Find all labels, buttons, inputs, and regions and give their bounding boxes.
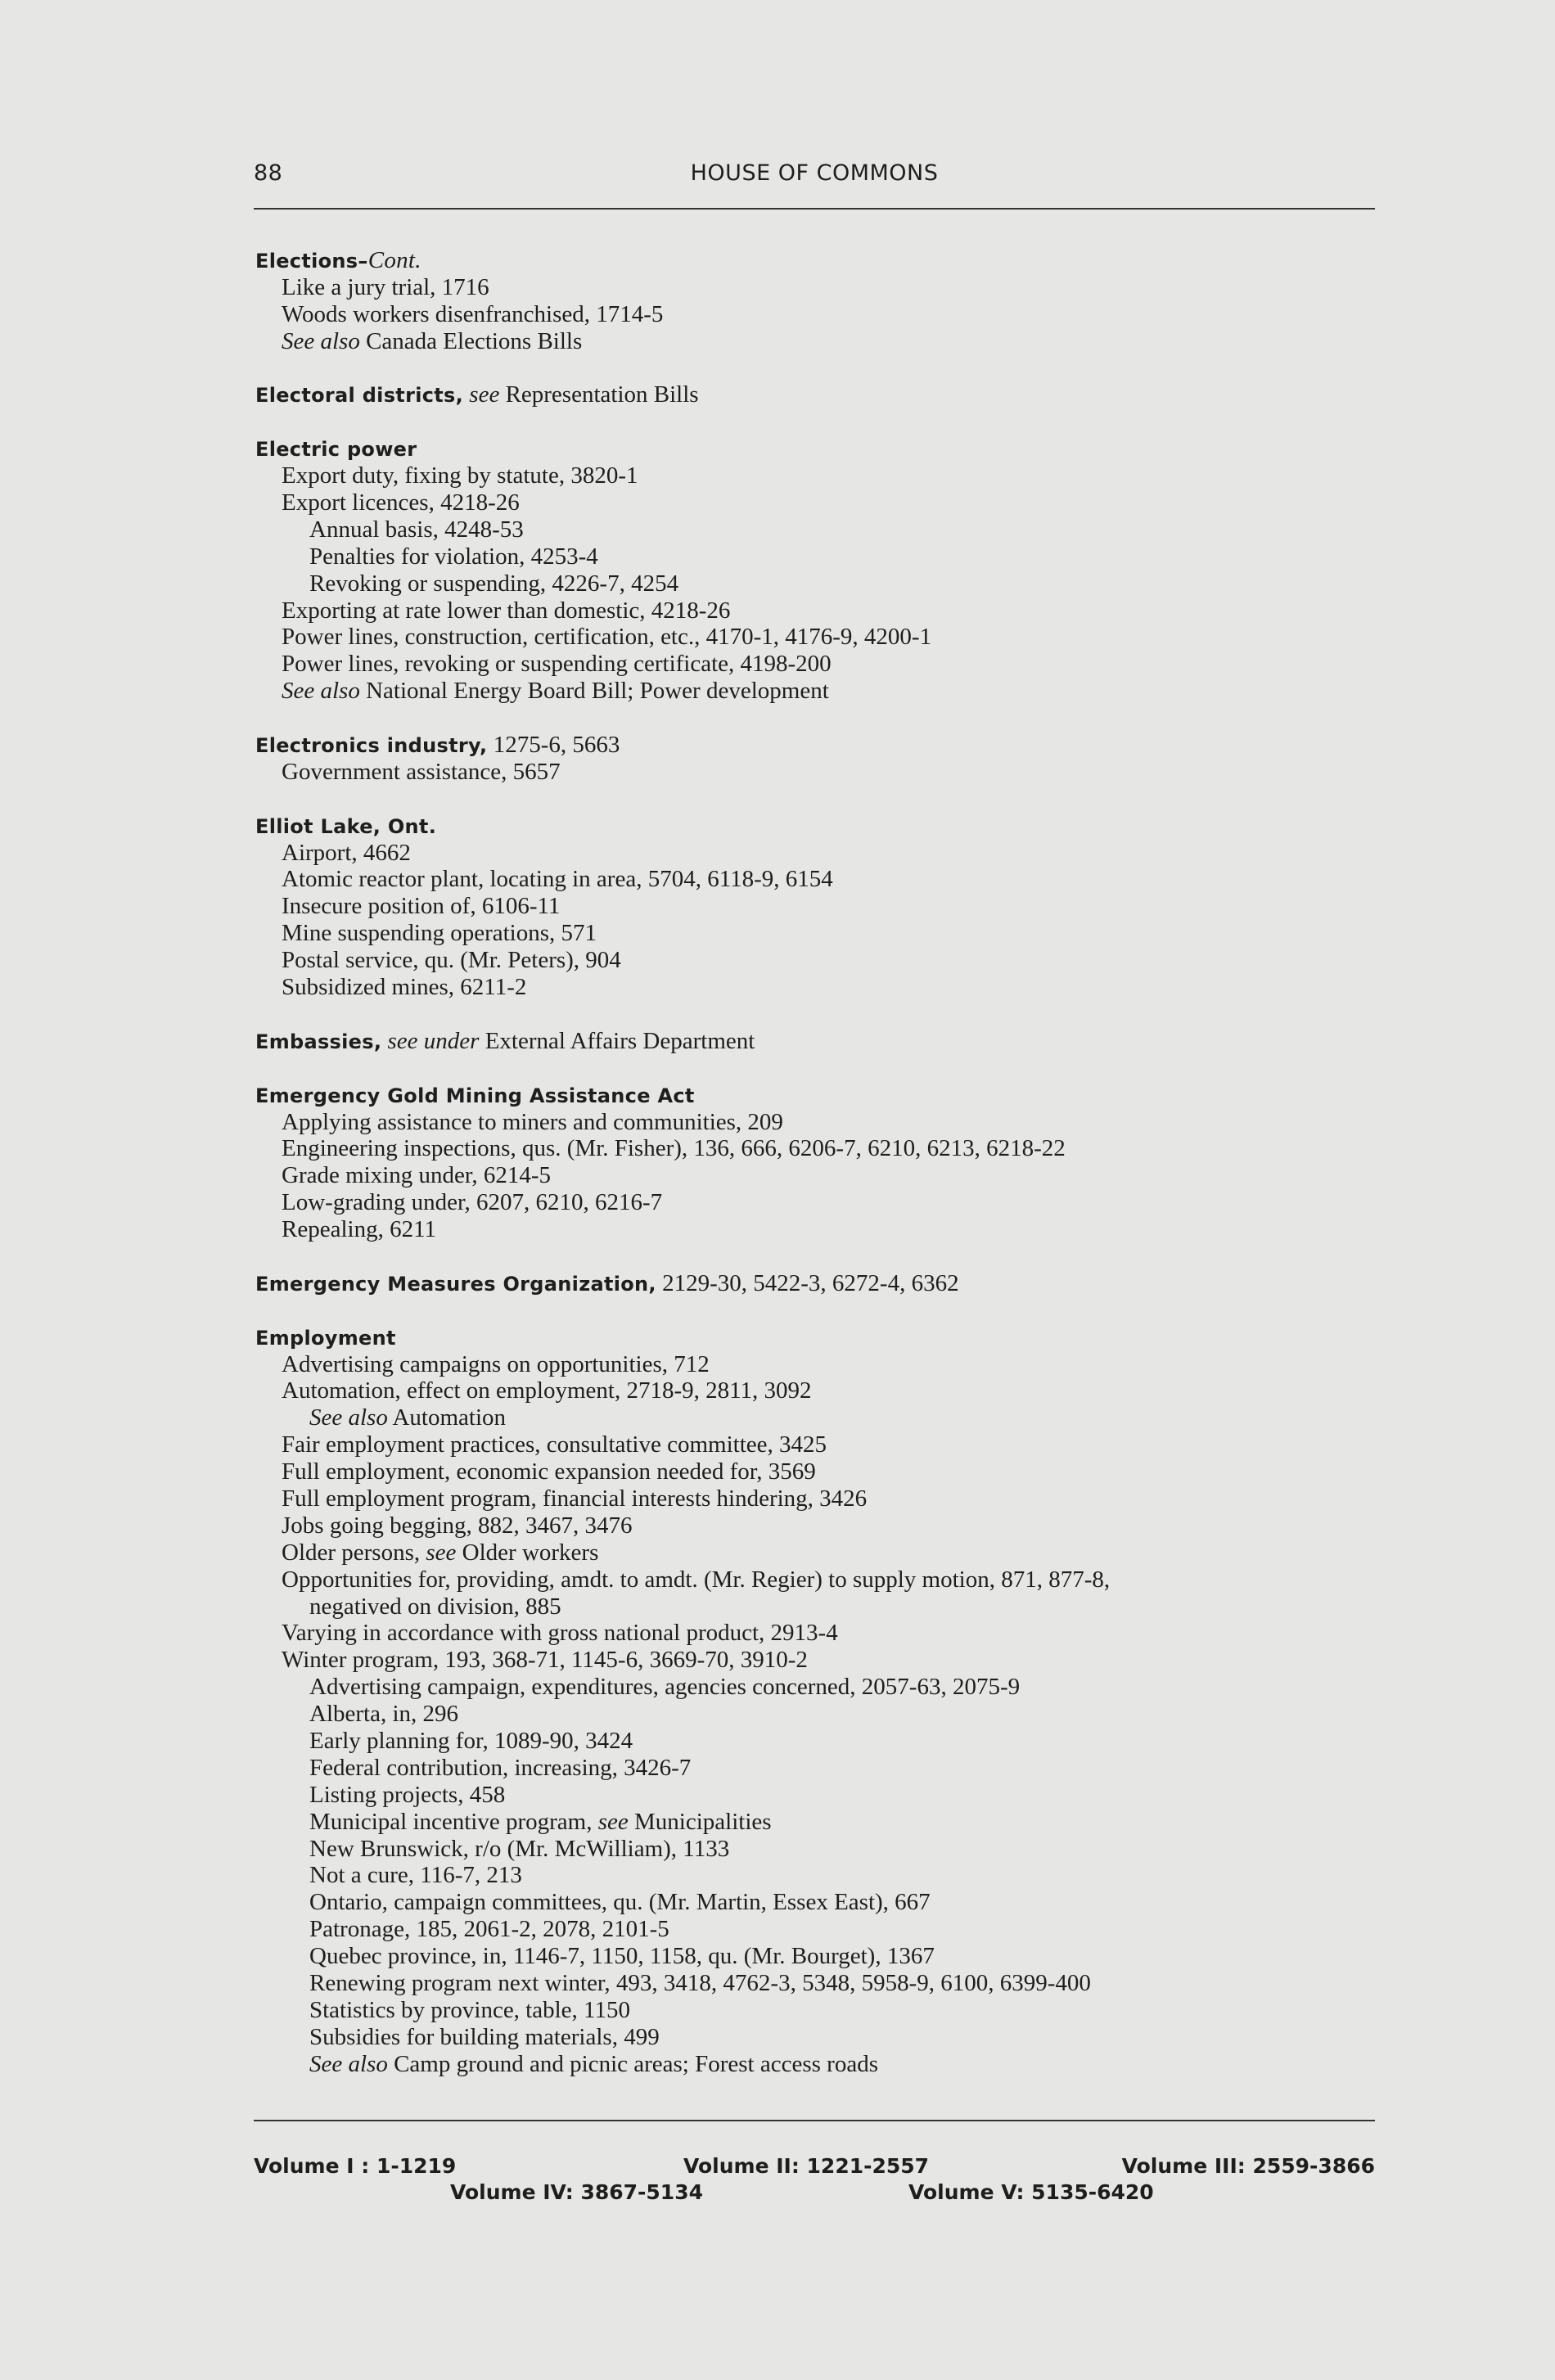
index-entries (255, 247, 1368, 2078)
entry-text: New Brunswick, r/o (Mr. McWilliam), 1133 (309, 1835, 730, 1862)
index-subentry (255, 301, 1368, 328)
entry-text: Renewing program next winter, 493, 3418, 4762-3, 5348, 5958-9, 6100, 6399-400 (309, 1970, 1091, 1996)
index-subentry (255, 1970, 1368, 1997)
entry-text: Government assistance, 5657 (282, 758, 561, 785)
heading-word: Employment (255, 1326, 396, 1350)
header-rule (254, 208, 1375, 210)
index-subentry (255, 974, 1368, 1001)
heading-word: Embassies, (255, 1030, 382, 1053)
index-subentry (255, 624, 1368, 651)
entry-text: Annual basis, 4248-53 (309, 516, 524, 543)
index-subentry (255, 1135, 1368, 1162)
index-subentry (255, 947, 1368, 974)
entry-text: Applying assistance to miners and communities, 209 (282, 1108, 783, 1135)
entry-text: Subsidies for building materials, 499 (309, 2023, 660, 2050)
index-subentry (255, 1377, 1368, 1404)
volume-1-range: Volume I : 1-1219 (254, 2154, 457, 2178)
volume-footer (254, 2154, 1375, 2220)
index-subentry (255, 516, 1368, 543)
entry-text: Insecure position of, 6106-11 (282, 893, 561, 920)
index-subentry (255, 274, 1368, 301)
index-subentry (255, 1485, 1368, 1512)
index-subentry (255, 1216, 1368, 1243)
entry-text: Full employment, economic expansion needed for, 3569 (282, 1458, 816, 1485)
index-subentry (255, 1431, 1368, 1458)
index-subentry (255, 1674, 1368, 1701)
cross-reference-label: See also (309, 2050, 388, 2077)
volume-3-range: Volume III: 2559-3866 (1121, 2154, 1375, 2178)
entry-text: Municipalities (628, 1808, 772, 1835)
index-heading (255, 435, 1368, 462)
cross-reference-label: see (597, 1808, 629, 1835)
index-subentry (255, 1351, 1368, 1378)
heading-word: Electric power (255, 438, 417, 462)
entry-text: Exporting at rate lower than domestic, 4218-26 (282, 597, 731, 624)
entry-text: Grade mixing under, 6214-5 (282, 1162, 552, 1189)
page-title: HOUSE OF COMMONS (690, 160, 939, 186)
entry-text: Engineering inspections, qus. (Mr. Fisher), 136, 666, 6206-7, 6210, 6213, 6218-22 (282, 1135, 1066, 1162)
entry-text: Patronage, 185, 2061-2, 2078, 2101-5 (309, 1916, 669, 1943)
heading-word: Elliot Lake, Ont. (255, 814, 437, 838)
entry-text: Winter program, 193, 368-71, 1145-6, 3669-70, 3910-2 (282, 1647, 808, 1674)
index-subentry (255, 1404, 1368, 1431)
entry-text: Listing projects, 458 (309, 1781, 506, 1808)
index-subentry (255, 1109, 1368, 1136)
index-subentry (255, 1889, 1368, 1916)
cross-reference-label: see (469, 381, 500, 408)
index-subentry (255, 1162, 1368, 1189)
entry-text: Advertising campaign, expenditures, agencies concerned, 2057-63, 2075-9 (309, 1674, 1021, 1701)
entry-text: Woods workers disenfranchised, 1714-5 (282, 300, 664, 327)
entry-text: 2129-30, 5422-3, 6272-4, 6362 (656, 1269, 959, 1296)
entry-text: Repealing, 6211 (282, 1216, 436, 1243)
index-subentry (255, 1701, 1368, 1728)
footer-rule (254, 2120, 1375, 2121)
entry-text: Not a cure, 116-7, 213 (309, 1862, 522, 1889)
heading-continued: Cont. (367, 247, 421, 273)
entry-text: Like a jury trial, 1716 (282, 273, 489, 300)
entry-text: Early planning for, 1089-90, 3424 (309, 1727, 633, 1754)
entry-text: Export duty, fixing by statute, 3820-1 (282, 462, 638, 489)
index-subentry (255, 489, 1368, 516)
index-heading (255, 732, 1368, 759)
entry-text: Mine suspending operations, 571 (282, 920, 597, 947)
entry-text: negatived on division, 885 (309, 1593, 561, 1620)
heading-word: Emergency Gold Mining Assistance Act (255, 1084, 695, 1107)
index-subentry (255, 1755, 1368, 1782)
index-subentry (255, 920, 1368, 947)
heading-word: Electronics industry, (255, 734, 488, 758)
entry-spacer (255, 1243, 1368, 1270)
index-subentry (255, 1782, 1368, 1809)
index-subentry (255, 1728, 1368, 1755)
index-heading (255, 813, 1368, 840)
entry-text: Older persons, (282, 1539, 426, 1566)
page-header (254, 160, 1375, 193)
entry-text: Automation, effect on employment, 2718-9, 2811, 3092 (282, 1377, 812, 1404)
entry-text: Power lines, construction, certification, etc., 4170-1, 4176-9, 4200-1 (282, 624, 932, 651)
entry-text: Alberta, in, 296 (309, 1701, 459, 1728)
index-subentry (255, 570, 1368, 597)
entry-text: Ontario, campaign committees, qu. (Mr. Martin, Essex East), 667 (309, 1889, 931, 1916)
index-subentry (255, 462, 1368, 489)
entry-text: Jobs going begging, 882, 3467, 3476 (282, 1512, 633, 1539)
entry-text: Atomic reactor plant, locating in area, 5704, 6118-9, 6154 (282, 866, 833, 893)
index-subentry (255, 2051, 1368, 2078)
cross-reference-label: see under (387, 1027, 480, 1054)
cross-reference-label: See also (282, 678, 360, 705)
entry-text: Advertising campaigns on opportunities, 712 (282, 1350, 710, 1377)
entry-text: National Energy Board Bill; Power development (359, 678, 829, 705)
cross-reference-label: see (426, 1539, 457, 1566)
index-subentry (255, 1458, 1368, 1485)
cross-reference-label: See also (309, 1404, 388, 1431)
entry-spacer (255, 355, 1368, 382)
entry-text: Full employment program, financial interests hindering, 3426 (282, 1485, 868, 1512)
index-subentry (255, 597, 1368, 624)
entry-text: External Affairs Department (479, 1027, 755, 1054)
entry-text: Representation Bills (499, 381, 699, 408)
page-number: 88 (254, 160, 283, 186)
entry-spacer (255, 1055, 1368, 1082)
index-subentry (255, 759, 1368, 786)
index-heading (255, 1028, 1368, 1055)
heading-word: Electoral districts, (255, 384, 464, 408)
index-subentry (255, 1189, 1368, 1216)
entry-text: Opportunities for, providing, amdt. to amdt. (Mr. Regier) to supply motion, 871, 877-8, (282, 1566, 1111, 1593)
entry-text: Revoking or suspending, 4226-7, 4254 (309, 570, 679, 597)
index-subentry (255, 678, 1368, 705)
index-subentry (255, 651, 1368, 678)
index-subentry (255, 1836, 1368, 1863)
entry-spacer (255, 705, 1368, 732)
index-subentry (255, 2024, 1368, 2051)
index-subentry (255, 1620, 1368, 1647)
index-subentry (255, 840, 1368, 867)
entry-text: Airport, 4662 (282, 839, 411, 866)
index-heading (255, 381, 1368, 408)
index-heading (255, 247, 1368, 274)
volume-4-range: Volume IV: 3867-5134 (450, 2180, 703, 2204)
entry-spacer (255, 408, 1368, 435)
entry-text: Statistics by province, table, 1150 (309, 1996, 630, 2023)
entry-text: Low-grading under, 6207, 6210, 6216-7 (282, 1189, 663, 1216)
entry-text: 1275-6, 5663 (487, 732, 620, 759)
entry-text: Fair employment practices, consultative committee, 3425 (282, 1431, 827, 1458)
entry-text: Automation (387, 1404, 507, 1431)
index-subentry (255, 328, 1368, 355)
entry-spacer (255, 1297, 1368, 1324)
index-subentry (255, 1647, 1368, 1674)
cross-reference-label: See also (282, 327, 360, 354)
entry-text: Quebec province, in, 1146-7, 1150, 1158, qu. (Mr. Bourget), 1367 (309, 1943, 935, 1970)
entry-text: Export licences, 4218-26 (282, 489, 520, 516)
entry-text: Varying in accordance with gross national product, 2913-4 (282, 1620, 838, 1647)
index-subentry (255, 1566, 1368, 1593)
index-subentry (255, 866, 1368, 893)
index-heading (255, 1324, 1368, 1351)
volume-5-range: Volume V: 5135-6420 (908, 2180, 1154, 2204)
volume-2-range: Volume II: 1221-2557 (683, 2154, 930, 2178)
index-subentry (255, 1862, 1368, 1889)
entry-text: Penalties for violation, 4253-4 (309, 543, 598, 570)
index-subentry (255, 1809, 1368, 1836)
heading-word: Emergency Measures Organization, (255, 1272, 656, 1296)
index-subentry (255, 893, 1368, 920)
index-subentry (255, 1593, 1368, 1620)
heading-word: Elections– (255, 250, 368, 273)
entry-text: Federal contribution, increasing, 3426-7 (309, 1754, 692, 1781)
index-subentry (255, 1997, 1368, 2024)
entry-text: Canada Elections Bills (359, 327, 583, 354)
entry-spacer (255, 786, 1368, 813)
index-subentry (255, 543, 1368, 570)
entry-text: Subsidized mines, 6211-2 (282, 974, 527, 1001)
entry-text (381, 1028, 387, 1054)
entry-text: Postal service, qu. (Mr. Peters), 904 (282, 947, 621, 974)
entry-text: Municipal incentive program, (309, 1808, 598, 1835)
index-subentry (255, 1916, 1368, 1943)
index-subentry (255, 1512, 1368, 1539)
entry-text: Older workers (456, 1539, 599, 1566)
index-heading (255, 1082, 1368, 1109)
index-subentry (255, 1943, 1368, 1970)
entry-spacer (255, 1001, 1368, 1028)
index-subentry (255, 1539, 1368, 1566)
index-heading (255, 1270, 1368, 1297)
entry-text: Camp ground and picnic areas; Forest access roads (387, 2050, 878, 2077)
entry-text: Power lines, revoking or suspending certificate, 4198-200 (282, 651, 832, 678)
